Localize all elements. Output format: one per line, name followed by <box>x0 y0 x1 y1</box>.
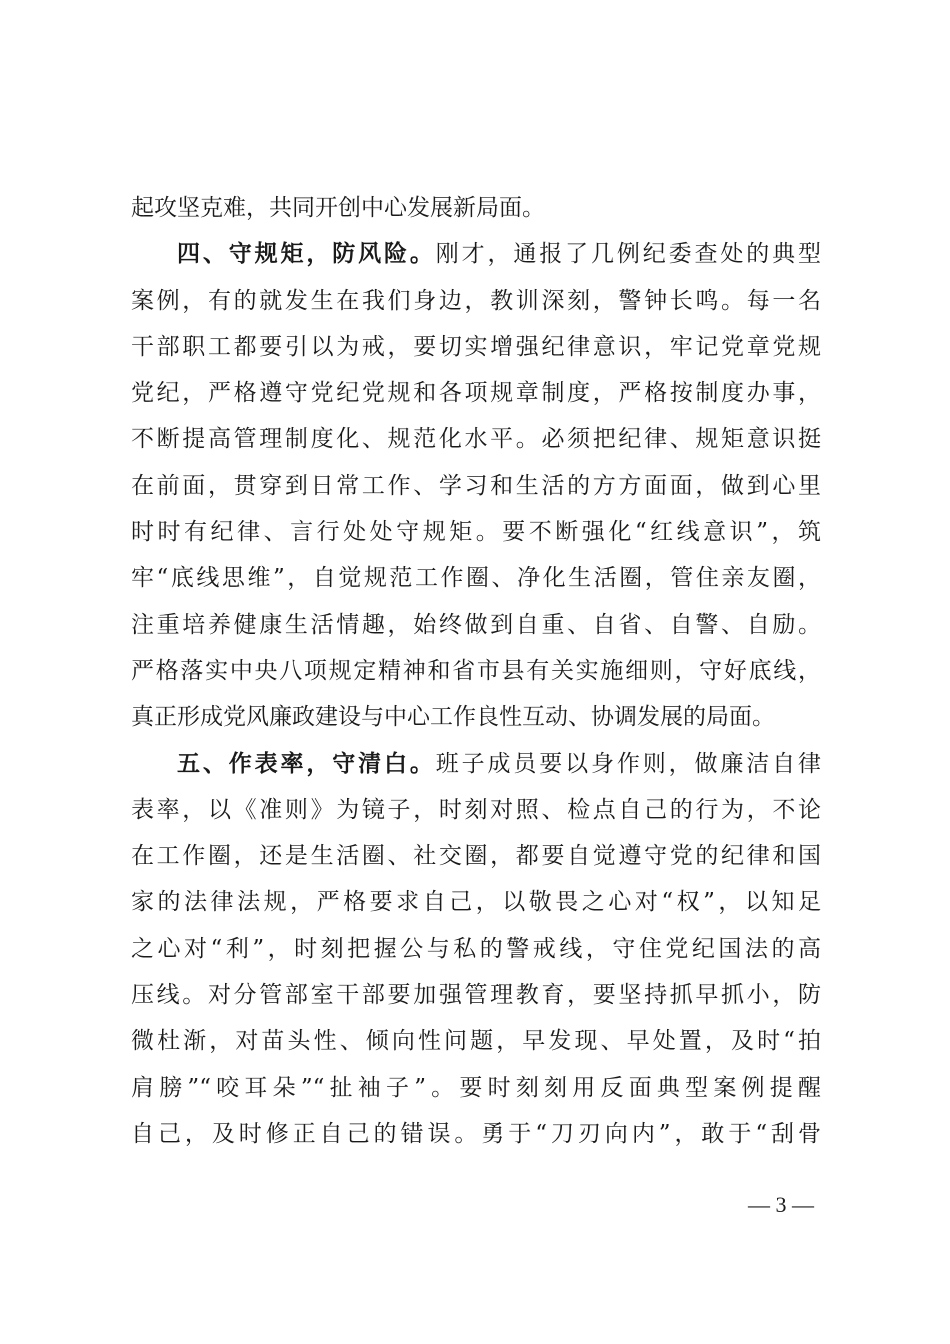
paragraph-line: 牢“底线思维”，自觉规范工作圈、净化生活圈，管住亲友圈， <box>131 565 821 592</box>
paragraph-line: 肩膀”“咬耳朵”“扯袖子”。要时刻刻用反面典型案例提醒 <box>131 1074 821 1101</box>
document-body <box>131 185 821 1157</box>
paragraph-line: 微杜渐，对苗头性、倾向性问题，早发现、早处置，及时“拍 <box>131 1028 821 1055</box>
paragraph-line: 不断提高管理制度化、规范化水平。必须把纪律、规矩意识挺 <box>131 426 821 453</box>
paragraph-line: 表率，以《准则》为镜子，时刻对照、检点自己的行为，不论 <box>131 796 821 823</box>
section-heading: 四、守规矩，防风险。 <box>177 241 436 268</box>
paragraph-line: 严格落实中央八项规定精神和省市县有关实施细则，守好底线， <box>131 657 821 684</box>
paragraph-line: 压线。对分管部室干部要加强管理教育，要坚持抓早抓小，防 <box>131 982 821 1009</box>
paragraph-line: 注重培养健康生活情趣，始终做到自重、自省、自警、自励。 <box>131 611 821 638</box>
paragraph-line: 家的法律法规，严格要求自己，以敬畏之心对“权”，以知足 <box>131 889 821 916</box>
section-heading: 五、作表率，守清白。 <box>177 750 436 777</box>
paragraph-line: 干部职工都要引以为戒，要切实增强纪律意识，牢记党章党规 <box>131 333 821 360</box>
paragraph-line: 之心对“利”，时刻把握公与私的警戒线，守住党纪国法的高 <box>131 935 821 962</box>
paragraph-line: 时时有纪律、言行处处守规矩。要不断强化“红线意识”，筑 <box>131 519 821 546</box>
paragraph-text: 刚才，通报了几例纪委查处的典型 <box>435 241 821 268</box>
paragraph-line: 在前面，贯穿到日常工作、学习和生活的方方面面，做到心里 <box>131 472 821 499</box>
page-number: — 3 — <box>748 1192 814 1217</box>
paragraph-line: 案例，有的就发生在我们身边，教训深刻，警钟长鸣。每一名 <box>131 287 821 314</box>
paragraph-first-line <box>131 741 821 787</box>
paragraph-line: 党纪，严格遵守党纪党规和各项规章制度，严格按制度办事， <box>131 380 821 407</box>
paragraph-line: 起攻坚克难，共同开创中心发展新局面。 <box>131 195 545 221</box>
paragraph-line: 自己，及时修正自己的错误。勇于“刀刃向内”，敢于“刮骨 <box>131 1120 821 1147</box>
paragraph-line: 在工作圈，还是生活圈、社交圈，都要自觉遵守党的纪律和国 <box>131 843 821 870</box>
paragraph-text: 班子成员要以身作则，做廉洁自律 <box>435 750 821 777</box>
paragraph-line: 真正形成党风廉政建设与中心工作良性互动、协调发展的局面。 <box>131 704 775 731</box>
paragraph-first-line <box>131 231 821 277</box>
